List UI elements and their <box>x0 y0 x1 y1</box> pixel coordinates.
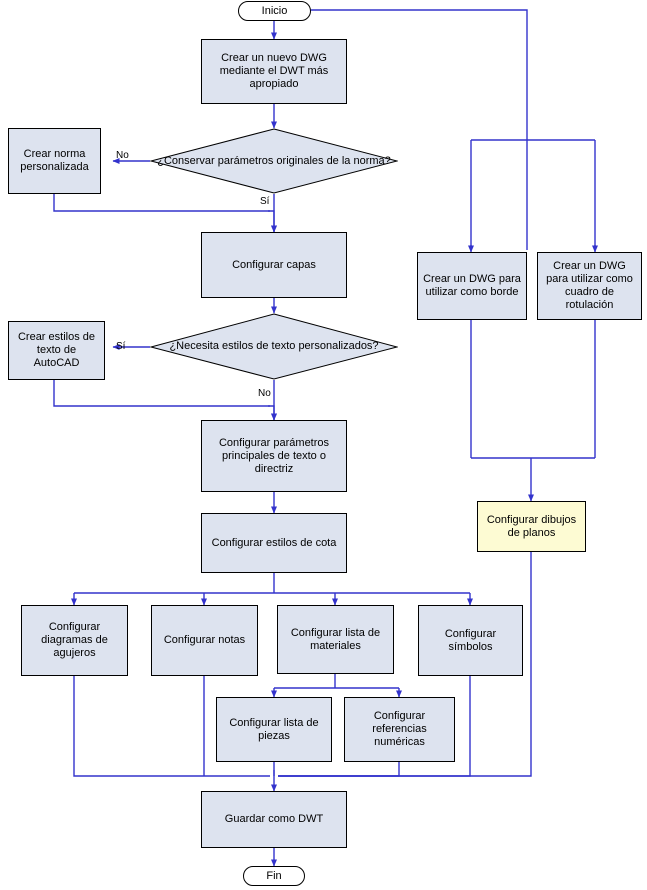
node-configurar-referencias <box>344 697 455 762</box>
node-label: ¿Necesita estilos de texto personalizados? <box>169 340 379 352</box>
node-fin <box>243 866 305 886</box>
node-label: Configurar dibujos de planos <box>486 513 577 539</box>
node-dwg-rotulacion <box>537 252 642 320</box>
node-crear-norma <box>8 128 101 194</box>
node-crear-dwg <box>201 39 347 104</box>
node-guardar-dwt <box>201 791 347 848</box>
node-label: Configurar estilos de cota <box>211 536 337 549</box>
node-label: ¿Conservar parámetros originales de la norma? <box>157 154 391 167</box>
edge-label-norma-no: No <box>116 150 129 161</box>
edge-label-estilos-si: Sí <box>116 341 126 352</box>
node-configurar-capas <box>201 232 347 298</box>
node-label: Crear estilos de texto de AutoCAD <box>17 331 96 369</box>
node-label: Guardar como DWT <box>224 813 324 825</box>
node-configurar-materiales <box>277 605 394 674</box>
node-label: Configurar lista de piezas <box>229 716 319 742</box>
node-label: Crear norma personalizada <box>20 148 89 173</box>
node-crear-estilos-texto <box>8 321 105 380</box>
node-label: Fin <box>266 869 282 882</box>
node-configurar-texto <box>201 420 347 492</box>
node-configurar-cota <box>201 513 347 573</box>
edge-label-estilos-no: No <box>258 388 271 399</box>
edge-label-norma-si: Sí <box>260 196 270 207</box>
node-configurar-piezas <box>216 697 332 762</box>
node-configurar-agujeros <box>21 605 128 676</box>
node-label: Configurar capas <box>232 258 316 271</box>
node-label: Crear un DWG para utilizar como borde <box>423 273 521 298</box>
node-label: Configurar notas <box>163 634 246 646</box>
node-label: Inicio <box>261 4 288 17</box>
node-label: Configurar lista de materiales <box>290 626 381 652</box>
node-label: Configurar símbolos <box>444 627 497 653</box>
node-label: Configurar diagramas de agujeros <box>41 621 108 659</box>
node-inicio <box>238 1 311 21</box>
node-configurar-simbolos <box>418 605 523 676</box>
node-configurar-planos <box>477 501 586 552</box>
node-decision-norma <box>150 128 398 194</box>
node-decision-estilos <box>150 313 398 380</box>
node-label: Configurar referencias numéricas <box>372 710 427 748</box>
node-label: Crear un nuevo DWG mediante el DWT más apropiado <box>219 52 329 90</box>
node-label: Configurar parámetros principales de texto o directriz <box>218 436 330 475</box>
node-label: Crear un DWG para utilizar como cuadro de rotulación <box>546 260 633 311</box>
node-configurar-notas <box>151 605 258 676</box>
node-dwg-borde <box>417 252 527 320</box>
